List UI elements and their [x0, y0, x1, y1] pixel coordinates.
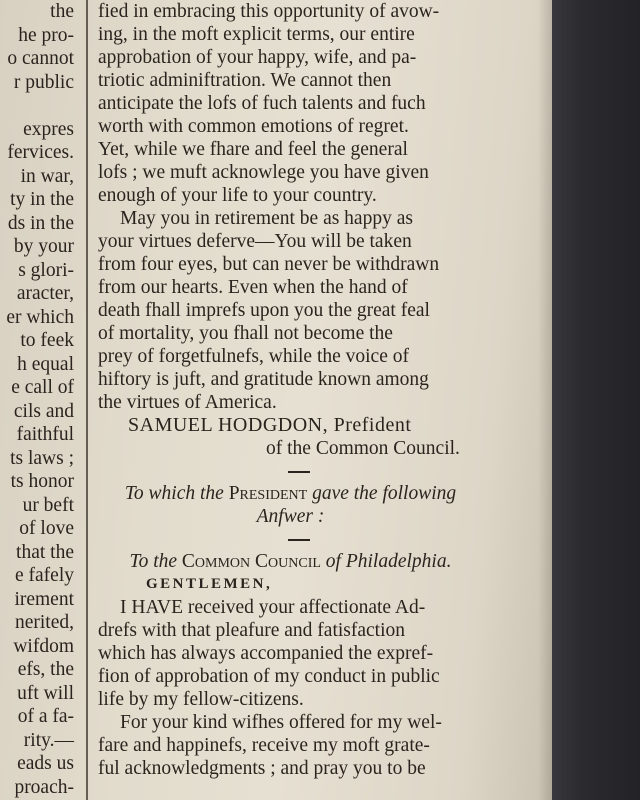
column-divider	[86, 0, 88, 800]
left-column-line: expres	[23, 118, 74, 140]
reply-line: life by my fellow-citizens.	[98, 689, 304, 710]
left-column-line: cils and	[13, 400, 74, 422]
paragraph-line: from our hearts. Even when the hand of	[98, 277, 408, 298]
section-rule	[98, 460, 503, 482]
address-line: enough of your life to your country.	[98, 185, 377, 206]
address-line: worth with common emotions of regret.	[98, 116, 409, 137]
paper-edge-shadow	[538, 0, 552, 800]
left-column-line: e call of	[11, 377, 74, 398]
left-column-line: ur beft	[22, 494, 74, 516]
reply-line: fion of approbation of my conduct in public	[98, 666, 440, 687]
paragraph-line: of mortality, you fhall not become the	[98, 323, 393, 344]
paragraph-line: the virtues of America.	[98, 392, 277, 413]
left-column-line: er which	[6, 306, 74, 328]
reply-paragraph	[98, 596, 503, 780]
address-line: anticipate the lofs of fuch talents and fuch	[98, 93, 426, 114]
address-paragraph	[98, 0, 503, 207]
paragraph-line: death fhall imprefs upon you the great feal	[98, 300, 430, 321]
section-rule-2	[98, 528, 503, 550]
left-column-line: ds in the	[7, 212, 74, 234]
paragraph-line: hiftory is juft, and gratitude known among	[98, 369, 429, 390]
answer-heading-line-2: Anfwer :	[256, 506, 325, 527]
left-column-line: e fafely	[15, 565, 74, 586]
left-column-line: the	[50, 1, 74, 22]
address-line: approbation of your happy, wife, and pa-	[98, 47, 417, 68]
signature-name: SAMUEL HODGDON, Prefident	[128, 414, 412, 436]
left-column-line: ts laws ;	[10, 447, 74, 469]
left-column-line: uft will	[17, 682, 74, 704]
left-column-line: to feek	[20, 330, 74, 351]
reply-line: which has always accompanied the expref-	[98, 643, 434, 664]
left-column-line: efs, the	[17, 659, 74, 680]
address-heading: To the Common Council of Philadelphia.	[129, 551, 452, 572]
left-column-line: h equal	[17, 353, 74, 375]
dark-background	[545, 0, 640, 800]
retirement-paragraph	[98, 207, 503, 414]
paragraph-line: prey of forgetfulnefs, while the voice of	[98, 346, 409, 367]
reply-line: ful acknowledgments ; and pray you to be	[98, 758, 426, 779]
left-column	[0, 0, 78, 799]
reply-line: fare and happinefs, receive my moft grate-	[98, 735, 430, 756]
address-line: ing, in the moft explicit terms, our entire	[98, 24, 415, 45]
left-column-line: in war,	[20, 165, 74, 187]
paragraph-line: May you in retirement be as happy as	[120, 208, 413, 229]
answer-heading-line-1: To which the President gave the following	[124, 483, 457, 504]
paragraph-line: your virtues deferve—You will be taken	[98, 231, 412, 252]
left-column-line: eads us	[17, 753, 74, 774]
salutation: GENTLEMEN,	[146, 576, 273, 592]
reply-line: drefs with that pleafure and fatisfaction	[98, 620, 406, 641]
address-line: fied in embracing this opportunity of avow-	[98, 1, 440, 22]
left-column-line: ty in the	[10, 189, 74, 210]
reply-line: I HAVE received your affectionate Ad-	[120, 597, 426, 618]
reply-line: For your kind wifhes offered for my wel-	[120, 712, 442, 733]
left-column-line: rity.—	[23, 729, 74, 751]
left-column-line: wifdom	[13, 635, 74, 657]
left-column-line: that the	[16, 541, 74, 563]
left-column-line: s glori-	[18, 259, 74, 281]
left-column-line: by your	[13, 236, 74, 257]
signature-title: of the Common Council.	[266, 438, 460, 459]
left-column-line: of love	[19, 518, 74, 539]
paragraph-line: from four eyes, but can never be withdrawn	[98, 254, 440, 275]
address-line: lofs ; we muft acknowlege you have given	[98, 162, 429, 183]
left-column-line: ts honor	[10, 471, 74, 492]
address-line: Yet, while we fhare and feel the general	[98, 139, 408, 160]
left-column-line: irement	[14, 588, 74, 610]
left-column-line: proach-	[14, 776, 74, 798]
left-column-line: nerited,	[14, 612, 74, 633]
left-column-line	[0, 94, 74, 118]
left-column-line: faithful	[16, 424, 74, 445]
left-column-line: fervices.	[7, 142, 74, 163]
left-column-line: he pro-	[18, 24, 74, 46]
main-column	[98, 0, 503, 780]
left-column-line: o cannot	[7, 48, 74, 69]
left-column-line: aracter,	[16, 283, 74, 304]
left-column-line: r public	[13, 71, 74, 93]
left-column-line: of a fa-	[17, 706, 74, 727]
address-line: triotic adminiftration. We cannot then	[98, 70, 392, 91]
